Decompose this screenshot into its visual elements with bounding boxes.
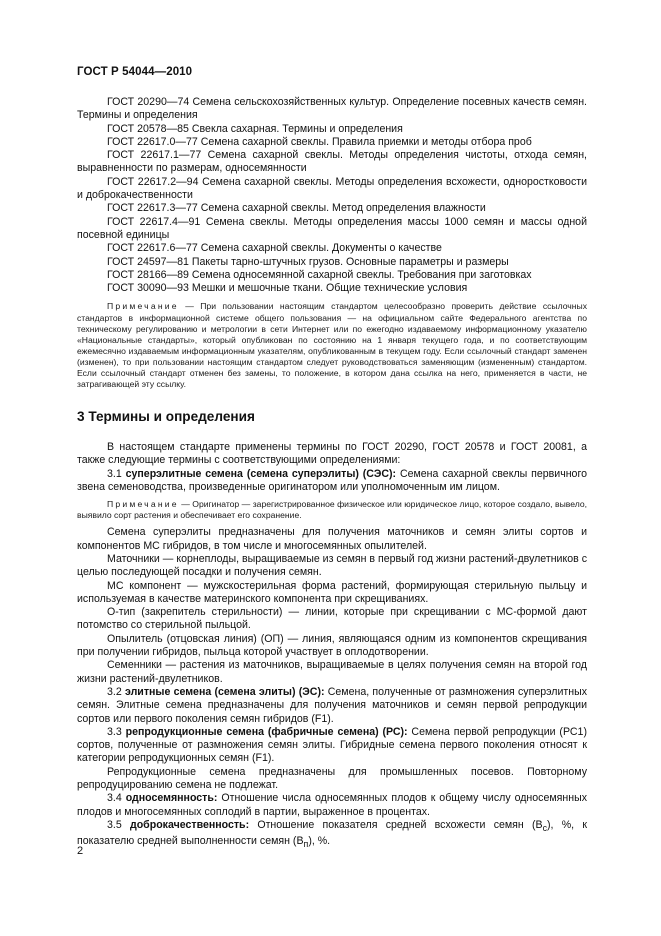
reference-item: ГОСТ 22617.6—77 Семена сахарной свеклы. Документы о качестве (107, 242, 442, 255)
paragraph: МС компонент — мужскостерильная форма растений, формирующая стерильную пыльцу и используемая в качестве материнского компонента при скрещиваниях. (77, 579, 587, 605)
paragraph: Репродукционные семена предназначены для промышленных посевов. Повторному репродуцированию семена не подлежат. (77, 765, 587, 792)
section-heading: 3 Термины и определения (77, 409, 255, 424)
paragraph: Маточники — корнеплоды, выращиваемые из семян в первый год жизни растений-двулетников с целью последующей посадки и получения семян. (77, 552, 587, 579)
reference-item: ГОСТ 22617.3—77 Семена сахарной свеклы. Метод определения влажности (107, 202, 486, 215)
reference-item: ГОСТ 20578—85 Свекла сахарная. Термины и определения (107, 122, 403, 135)
reference-item: ГОСТ 30090—93 Мешки и мешочные ткани. Общие технические условия (107, 282, 468, 295)
reference-item: ГОСТ 22617.2—94 Семена сахарной свеклы. Методы определения всхожести, одноростковости и доброкачественности (77, 175, 588, 202)
reference-item: ГОСТ 28166—89 Семена односемянной сахарной свеклы. Требования при заготовках (107, 268, 532, 281)
document-header: ГОСТ Р 54044—2010 (77, 66, 193, 78)
term-3-1: 3.1 суперэлитные семена (семена суперэлиты) (СЭС): Семена сахарной свеклы первичного звена семеноводства, произведенные оригинатором или уполномоченным им лицом. (77, 467, 587, 493)
reference-item: ГОСТ 22617.4—91 Семена свеклы. Методы определения массы 1000 семян и массы одной посевной единицы (77, 215, 587, 241)
reference-item: ГОСТ 20290—74 Семена сельскохозяйственных культур. Определение посевных качеств семян. Термины и определения (77, 96, 587, 122)
normative-references (77, 96, 587, 390)
section-intro: В настоящем стандарте применены термины по ГОСТ 20290, ГОСТ 20578 и ГОСТ 20081, а также следующие термины с соответствующими определениями: (77, 441, 587, 467)
reference-item: ГОСТ 22617.0—77 Семена сахарной свеклы. Правила приемки и методы отбора проб (107, 135, 532, 148)
paragraph: О-тип (закрепитель стерильности) — линии, которые при скрещивании с МС-формой дают потомство со стерильной пыльцой. (77, 606, 587, 632)
reference-item: ГОСТ 24597—81 Пакеты тарно-штучных грузов. Основные параметры и размеры (107, 255, 509, 268)
term-3-1-note: Примечание — Оригинатор — зарегистрированное физическое или юридическое лицо, которое создало, вывело, выявило сорт растения и обеспечивает его сохранение. (77, 499, 587, 521)
paragraph: Семена суперэлиты предназначены для получения маточников и семян элиты сортов и компонентов МС гибридов, в том числе и многосемянных опылителей. (77, 526, 587, 552)
section-3 (77, 409, 587, 852)
paragraph: Опылитель (отцовская линия) (ОП) — линия, являющаяся одним из компонентов скрещивания при получении гибридов, пыльца которой участвует в оплодотворении. (77, 632, 587, 659)
reference-item: ГОСТ 22617.1—77 Семена сахарной свеклы. Методы определения чистоты, отхода семян, выравненности по размерам, односемянности (77, 149, 588, 175)
page-number: 2 (77, 845, 84, 857)
term-3-4: 3.4 односемянность: Отношение числа односемянных плодов к общему числу односемянных плодов и многосемянных соплодий в партии, выраженное в процентах. (77, 792, 587, 818)
term-3-5: 3.5 доброкачественность: Отношение показателя средней всхожести семян $(В_с)$, %, к показателю средней выполненности семян $(В_п)$, %. (77, 818, 587, 850)
term-3-3: 3.3 репродукционные семена (фабричные семена) (РС): Семена первой репродукции (РС1) сортов, полученные от размножения семян элиты. Гибридные семена первого поколения относят к категории репродукционных семян (F1). (77, 725, 587, 765)
references-note: Примечание — При пользовании настоящим стандартом целесообразно проверить действие ссылочных стандартов в информационной системе общего пользования — на официальном сайте Федерального агентства по техническому регулированию и метрологии в сети Интернет или по ежегодно издаваемому информационному указателю «Национальные стандарты», который опубликован по состоянию на 1 января текущего года, и по соответствующим ежемесячно издаваемым информационным указателям, опубликованным в текущем году. Если ссылочный стандарт заменен (изменен), то при пользовании настоящим стандартом следует руководствоваться заменяющим (измененным) стандартом. Если ссылочный стандарт отменен без замены, то положение, в котором дана ссылка на него, применяется в части, не затрагивающей эту ссылку. (77, 301, 587, 390)
term-3-2: 3.2 элитные семена (семена элиты) (ЭС): Семена, полученные от размножения суперэлитных семян. Элитные семена предназначены для получения маточников и семян первой репродукции сортов или первого поколения семян гибридов (F1). (77, 685, 588, 725)
paragraph: Семенники — растения из маточников, выращиваемые в целях получения семян на второй год жизни растений-двулетников. (77, 659, 587, 685)
